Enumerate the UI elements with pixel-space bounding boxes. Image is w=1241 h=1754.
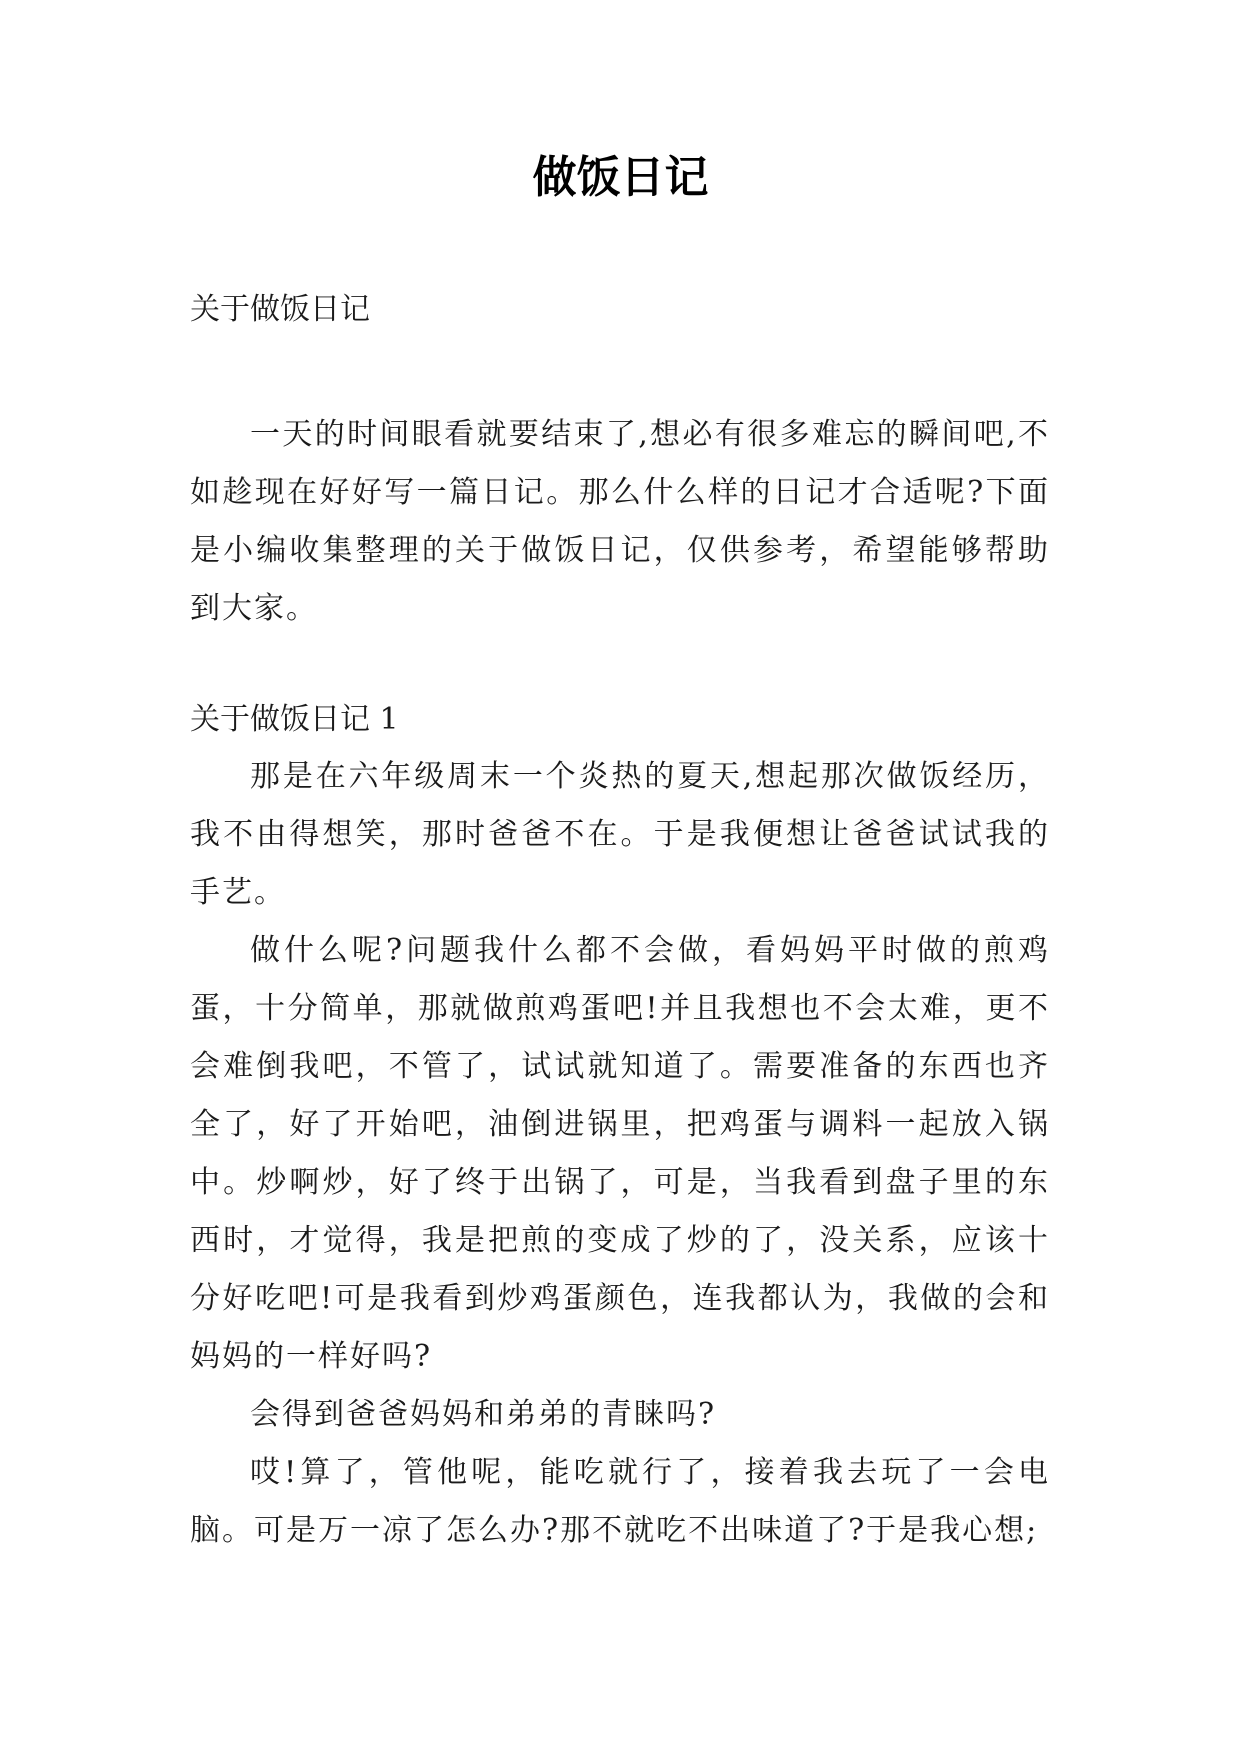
document-title: 做饭日记 <box>532 152 709 203</box>
paragraph: 哎!算了，管他呢，能吃就行了，接着我去玩了一会电脑。可是万一凉了怎么办?那不就吃不出味道了?于是我心想; <box>190 1455 1050 1548</box>
paragraph: 那是在六年级周末一个炎热的夏天,想起那次做饭经历，我不由得想笑，那时爸爸不在。于是我便想让爸爸试试我的手艺。 <box>190 759 1050 910</box>
section-content <box>190 748 1050 1560</box>
paragraph: 会得到爸爸妈妈和弟弟的青睐吗? <box>250 1397 717 1432</box>
paragraph: 做什么呢?问题我什么都不会做，看妈妈平时做的煎鸡蛋，十分简单，那就做煎鸡蛋吧!并且我想也不会太难，更不会难倒我吧，不管了，试试就知道了。需要准备的东西也齐全了，好了开始吧，油倒进锅里，把鸡蛋与调料一起放入锅中。炒啊炒，好了终于出锅了，可是，当我看到盘子里的东西时，才觉得，我是把煎的变成了炒的了，没关系，应该十分好吃吧!可是我看到炒鸡蛋颜色，连我都认为，我做的会和妈妈的一样好吗? <box>190 933 1050 1374</box>
section-heading: 关于做饭日记 1 <box>190 702 399 737</box>
document-subtitle: 关于做饭日记 <box>190 292 370 327</box>
intro-paragraph: 一天的时间眼看就要结束了,想必有很多难忘的瞬间吧,不如趁现在好好写一篇日记。那么什么样的日记才合适呢?下面是小编收集整理的关于做饭日记，仅供参考，希望能够帮助到大家。 <box>190 417 1050 626</box>
